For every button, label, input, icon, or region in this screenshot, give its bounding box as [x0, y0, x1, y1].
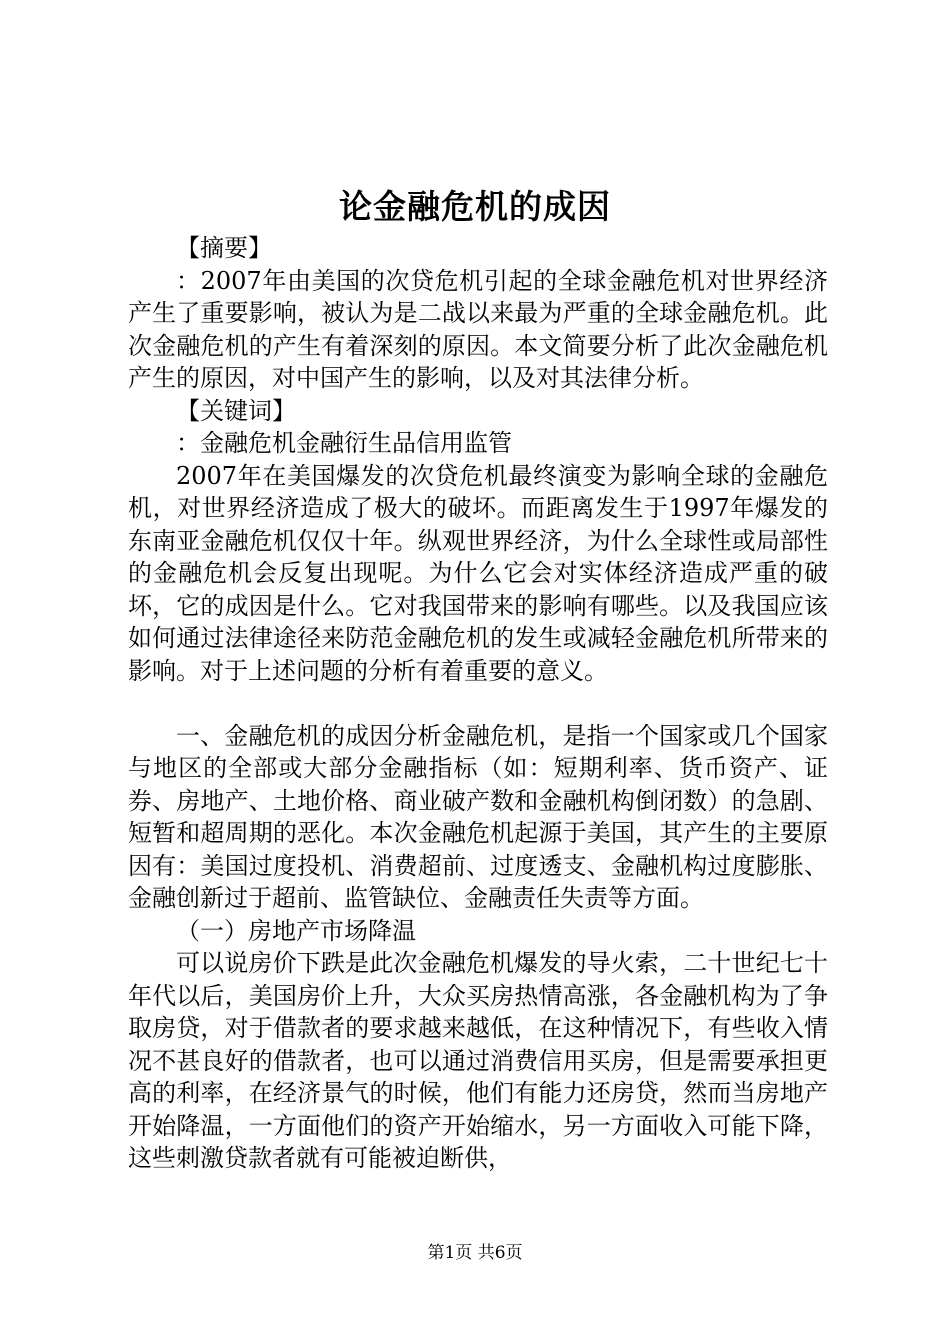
page-number-footer: 第1页 共6页	[427, 1243, 523, 1263]
keywords-heading: 【关键词】	[176, 396, 296, 425]
section-1-paragraph: 一、金融危机的成因分析金融危机，是指一个国家或几个国家与地区的全部或大部分金融指标（如：短期利率、货币资产、证券、房地产、土地价格、商业破产数和金融机构倒闭数）的急剧、短暂和超周期的恶化。本次金融危机起源于美国，其产生的主要原因有：美国过度投机、消费超前、过度透支、金融机构过度膨胀、金融创新过于超前、监管缺位、金融责任失责等方面。	[128, 721, 828, 912]
document-title: 论金融危机的成因	[339, 187, 611, 226]
intro-paragraph: 2007年在美国爆发的次贷危机最终演变为影响全球的金融危机，对世界经济造成了极大的破坏。而距离发生于1997年爆发的东南亚金融危机仅仅十年。纵观世界经济，为什么全球性或局部性的金融危机会反复出现呢。为什么它会对实体经济造成严重的破坏，它的成因是什么。它对我国带来的影响有哪些。以及我国应该如何通过法律途径来防范金融危机的发生或减轻金融危机所带来的影响。对于上述问题的分析有着重要的意义。	[128, 461, 828, 685]
subsection-1-paragraph: 可以说房价下跌是此次金融危机爆发的导火索，二十世纪七十年代以后，美国房价上升，大众买房热情高涨，各金融机构为了争取房贷，对于借款者的要求越来越低，在这种情况下，有些收入情况不甚良好的借款者，也可以通过消费信用买房，但是需要承担更高的利率，在经济景气的时候，他们有能力还房贷，然而当房地产开始降温，一方面他们的资产开始缩水，另一方面收入可能下降，这些刺激贷款者就有可能被迫断供，	[128, 949, 828, 1172]
abstract-heading: 【摘要】	[176, 234, 272, 262]
paragraph-spacer	[128, 687, 828, 720]
abstract-text: ：2007年由美国的次贷危机引起的全球金融危机对世界经济产生了重要影响，被认为是二战以来最为严重的全球金融危机。此次金融危机的产生有着深刻的原因。本文简要分析了此次金融危机产生的原因，对中国产生的影响，以及对其法律分析。	[128, 266, 828, 392]
subsection-1-heading: （一）房地产市场降温	[176, 916, 416, 945]
keywords-text: ：金融危机金融衍生品信用监管	[176, 429, 512, 457]
document-body	[128, 232, 828, 1175]
